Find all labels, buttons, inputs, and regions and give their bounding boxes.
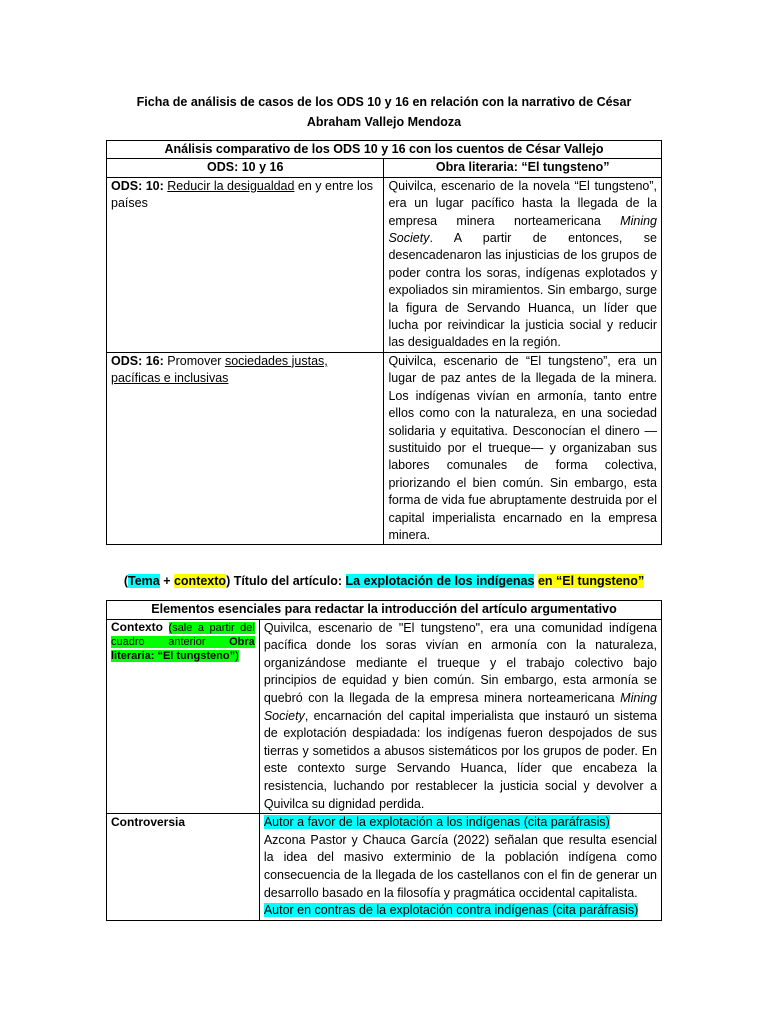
- introduction-elements-table: [106, 600, 662, 921]
- contexto-cell: [107, 619, 260, 814]
- ods10-goal-rest: en y entre los países: [111, 178, 373, 211]
- ods10-goal: Reducir la desigualdad: [167, 178, 295, 193]
- title-label: ) Título del artículo:: [226, 574, 346, 588]
- contexto-highlight: contexto: [173, 574, 227, 588]
- tema-highlight: Tema: [127, 574, 160, 588]
- contexto-text-b: , encarnación del capital imperialista que instauró un sistema de explotación despiadada: los indígenas fueron despojados de sus tierras y sometidos a abusos sistemáticos por los grupos de poder. En este contexto surge Servando Huanca, líder que encabeza la resistencia, luchando por restablecer la justicia social y devolver a Quivilca su dignidad perdida.: [263, 708, 657, 811]
- ods16-analysis: Quivilca, escenario de “El tungsteno”, era un lugar de paz antes de la llegada de la minera. Los indígenas vivían en armonía, tanto entre ellos como con la naturaleza, en una sociedad solidaria y equitativa. Desconocían el dinero —sustituido por el trueque— y organizaban sus labores comunales de forma colectiva, priorizando el bien común. Sin embargo, esta forma de vida fue abruptamente destruida por el capital imperialista encarnado en la empresa minera.: [384, 352, 662, 544]
- contexto-label: Contexto: [111, 619, 163, 634]
- ods16-label: ODS: 16:: [111, 353, 164, 368]
- favor-highlight: Autor a favor de la explotación a los indígenas (cita paráfrasis): [263, 815, 610, 830]
- ods16-goal-pre: Promover: [163, 353, 225, 368]
- contra-highlight: Autor en contras de la explotación contra indígenas (cita paráfrasis): [263, 903, 639, 918]
- ods10-cell: [107, 177, 384, 352]
- ods-comparison-table: [106, 140, 662, 545]
- ods16-cell: [107, 352, 384, 544]
- table1-col-ods: ODS: 10 y 16: [107, 159, 384, 177]
- table1-col-obra: Obra literaria: “El tungsteno”: [384, 159, 662, 177]
- article-title-main: La explotación de los indígenas: [345, 574, 535, 588]
- favor-text: Azcona Pastor y Chauca García (2022) señalan que resulta esencial la idea del masivo exterminio de la población indígena como consecuencia de la llegada de los castellanos con el fin de generar un desarrollo basado en la filosofía y pragmática occidental capitalista.: [263, 832, 657, 900]
- contexto-note-end: ): [235, 649, 239, 662]
- contexto-text-italic: Mining Society: [263, 690, 657, 723]
- ods10-text-italic: Mining Society: [388, 213, 657, 246]
- contexto-note-bold: Obra literaria: “El tungsteno”: [111, 635, 255, 662]
- article-title-end: en “El tungsteno”: [537, 574, 645, 588]
- ods10-text-b: . A partir de entonces, se desencadenaron las injusticias de los grupos de poder contra los soras, indígenas explotados y expoliados sin miramientos. Sin embargo, surge la figura de Servando Huanca, un líder que lucha por reivindicar la justicia social y reducir las desigualdades en la región.: [388, 231, 657, 350]
- contexto-note: (sale a partir del cuadro anterior: [111, 621, 255, 648]
- ods16-goal: sociedades justas, pacíficas e inclusivas: [111, 353, 328, 386]
- table1-header: Análisis comparativo de los ODS 10 y 16 con los cuentos de César Vallejo: [107, 141, 662, 159]
- controversia-cell: [107, 814, 260, 921]
- ods10-analysis: [384, 177, 662, 352]
- document-title: Ficha de análisis de casos de los ODS 10 y 16 en relación con la narrativo de César Abraham Vallejo Mendoza: [136, 95, 632, 129]
- controversia-label: Controversia: [111, 815, 186, 830]
- plus-sign: +: [159, 574, 174, 588]
- controversia-text: [259, 814, 661, 921]
- article-title-line: [106, 572, 662, 590]
- contexto-text-a: Quivilca, escenario de "El tungsteno", era una comunidad indígena pacífica donde los soras vivían en armonía con la naturaleza, organizándose mediante el trueque y el trabajo colectivo bajo principios de equidad y bien común. Sin embargo, esta armonía se quebró con la llegada de la empresa minera norteamericana: [263, 620, 657, 705]
- ods10-text-a: Quivilca, escenario de la novela “El tungsteno”, era un lugar pacífico hasta la llegada de la empresa minera norteamericana: [388, 178, 657, 228]
- table2-header: Elementos esenciales para redactar la introducción del artículo argumentativo: [107, 601, 662, 620]
- contexto-text: [259, 619, 661, 814]
- open-paren: (: [123, 574, 128, 588]
- ods10-label: ODS: 10:: [111, 178, 164, 193]
